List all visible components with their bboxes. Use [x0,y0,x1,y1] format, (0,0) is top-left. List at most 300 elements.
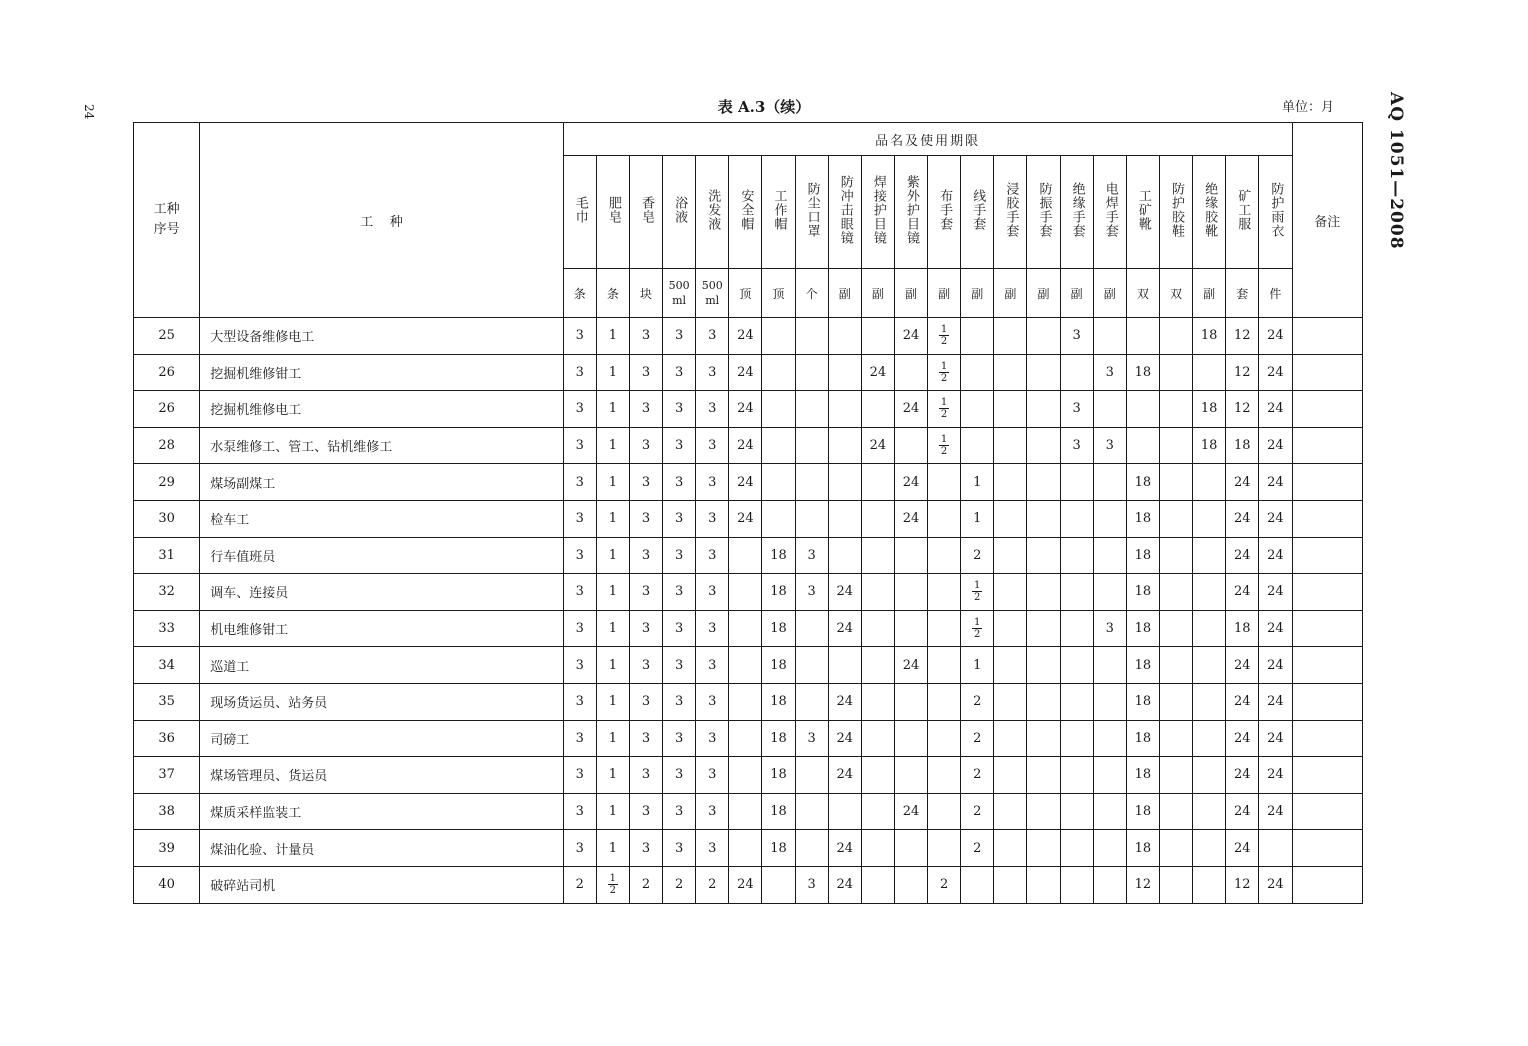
header-unit: 件 [1259,269,1292,318]
value-cell: 3 [795,720,828,757]
value-cell [1159,464,1192,501]
value-cell: 18 [762,647,795,684]
value-cell [1193,610,1226,647]
value-cell: 2 [961,830,994,867]
value-cell [1027,866,1060,903]
header-seq-text: 工种序号 [153,202,180,237]
remark-cell [1292,793,1362,830]
seq-cell: 34 [134,647,200,684]
value-cell [961,354,994,391]
header-unit: 副 [1060,269,1093,318]
value-cell: 18 [1226,610,1259,647]
value-cell [1027,391,1060,428]
value-cell [961,610,994,647]
value-cell: 3 [563,464,596,501]
value-cell: 3 [663,793,696,830]
value-cell: 2 [696,866,729,903]
header-item-name: 香皂 [638,196,654,224]
header-remark: 备注 [1292,123,1362,318]
job-name-cell: 挖掘机维修电工 [200,391,563,428]
table-row [134,537,1363,574]
remark-cell [1292,391,1362,428]
value-cell: 24 [1259,720,1292,757]
header-item [1226,156,1259,269]
value-cell [1060,793,1093,830]
value-cell: 12 [1226,866,1259,903]
header-unit: 副 [861,269,894,318]
value-cell: 24 [861,354,894,391]
value-cell: 3 [663,464,696,501]
value-cell [894,683,927,720]
value-cell [1193,866,1226,903]
remark-cell [1292,318,1362,355]
seq-cell: 40 [134,866,200,903]
value-cell [1159,610,1192,647]
value-cell [928,683,961,720]
header-item [1060,156,1093,269]
value-cell: 2 [928,866,961,903]
value-cell [994,354,1027,391]
value-cell [795,464,828,501]
value-cell [894,537,927,574]
value-cell: 24 [894,318,927,355]
value-cell [795,793,828,830]
value-cell: 3 [629,574,662,611]
value-cell: 3 [563,574,596,611]
job-name-cell: 现场货运员、站务员 [200,683,563,720]
seq-cell: 38 [134,793,200,830]
value-cell: 3 [629,464,662,501]
value-cell [1159,830,1192,867]
value-cell: 24 [1259,866,1292,903]
value-cell [861,537,894,574]
header-item [1193,156,1226,269]
job-name-cell: 挖掘机维修钳工 [200,354,563,391]
value-cell [1093,830,1126,867]
job-name-cell: 水泵维修工、管工、钻机维修工 [200,427,563,464]
header-item [696,156,729,269]
value-cell: 3 [629,354,662,391]
value-cell: 1 [596,427,629,464]
value-cell: 24 [1259,427,1292,464]
value-cell [1060,500,1093,537]
fraction: $\frac{1}{2}$ [974,617,981,641]
header-unit: 副 [994,269,1027,318]
value-cell [1159,391,1192,428]
table-row [134,427,1363,464]
value-cell [994,647,1027,684]
header-unit: 条 [596,269,629,318]
value-cell [1093,793,1126,830]
value-cell [762,500,795,537]
value-cell [1027,464,1060,501]
value-cell [729,647,762,684]
value-cell: 1 [961,464,994,501]
value-cell: 18 [1126,354,1159,391]
value-cell: 12 [1226,354,1259,391]
value-cell: 3 [629,427,662,464]
header-item-name: 防尘口罩 [804,182,820,238]
value-cell [861,683,894,720]
seq-cell: 39 [134,830,200,867]
value-cell [928,537,961,574]
value-cell [828,318,861,355]
value-cell [994,427,1027,464]
table-row [134,647,1363,684]
table-row [134,354,1363,391]
value-cell: 24 [1226,757,1259,794]
value-cell: 18 [1126,464,1159,501]
job-name-cell: 检车工 [200,500,563,537]
header-job: 工 种 [200,123,563,318]
value-cell [1126,427,1159,464]
value-cell: 1 [596,793,629,830]
header-item [663,156,696,269]
value-cell: 3 [563,354,596,391]
value-cell: 3 [795,537,828,574]
header-item-name: 布手套 [937,189,953,231]
value-cell: 24 [729,354,762,391]
value-cell: 3 [696,720,729,757]
value-cell [828,391,861,428]
value-cell: 24 [1226,793,1259,830]
value-cell [1159,427,1192,464]
value-cell: 3 [1093,354,1126,391]
value-cell: 3 [696,464,729,501]
value-cell: 3 [1060,427,1093,464]
remark-cell [1292,866,1362,903]
value-cell: 24 [1259,354,1292,391]
header-unit: 顶 [762,269,795,318]
value-cell [1159,354,1192,391]
header-unit: 副 [1093,269,1126,318]
value-cell: 3 [663,757,696,794]
value-cell: 3 [563,647,596,684]
value-cell [928,830,961,867]
value-cell: 3 [663,391,696,428]
value-cell [1193,683,1226,720]
value-cell: 2 [961,757,994,794]
value-cell [828,500,861,537]
value-cell: 3 [629,830,662,867]
value-cell [861,757,894,794]
value-cell [1159,574,1192,611]
value-cell: 3 [696,537,729,574]
value-cell: 18 [1126,500,1159,537]
value-cell [861,793,894,830]
value-cell: 3 [696,683,729,720]
value-cell: 24 [861,427,894,464]
value-cell [795,391,828,428]
job-name-cell: 司磅工 [200,720,563,757]
value-cell [894,427,927,464]
header-item-name: 防护胶鞋 [1168,182,1184,238]
value-cell [994,537,1027,574]
value-cell [928,647,961,684]
value-cell: 3 [696,757,729,794]
remark-cell [1292,464,1362,501]
value-cell [994,464,1027,501]
value-cell: 1 [961,500,994,537]
value-cell [828,427,861,464]
value-cell [828,647,861,684]
value-cell: 3 [1060,318,1093,355]
value-cell [828,354,861,391]
value-cell: 18 [762,537,795,574]
value-cell: 3 [563,720,596,757]
value-cell: 3 [663,574,696,611]
remark-cell [1292,500,1362,537]
header-item [563,156,596,269]
value-cell [894,757,927,794]
value-cell: 24 [894,647,927,684]
value-cell: 24 [1259,500,1292,537]
value-cell [795,500,828,537]
header-item [1093,156,1126,269]
value-cell: 2 [629,866,662,903]
value-cell [729,683,762,720]
value-cell: 3 [629,757,662,794]
value-cell: 18 [1126,793,1159,830]
job-name-cell: 煤场管理员、货运员 [200,757,563,794]
header-unit: 顶 [729,269,762,318]
value-cell: 24 [729,318,762,355]
value-cell: 24 [1226,647,1259,684]
value-cell: 18 [1226,427,1259,464]
value-cell: 3 [629,500,662,537]
remark-cell [1292,574,1362,611]
value-cell: 3 [795,866,828,903]
header-item [596,156,629,269]
value-cell: 18 [762,574,795,611]
value-cell: 1 [596,391,629,428]
value-cell [1159,318,1192,355]
value-cell [928,574,961,611]
table-title: 表 A.3（续） [717,98,811,116]
value-cell [861,647,894,684]
value-cell: 3 [563,500,596,537]
value-cell [729,720,762,757]
value-cell: 3 [563,683,596,720]
value-cell: 24 [828,574,861,611]
value-cell: 3 [663,318,696,355]
seq-cell: 26 [134,354,200,391]
value-cell: 24 [729,427,762,464]
job-name-cell: 煤场副煤工 [200,464,563,501]
header-unit: 副 [828,269,861,318]
value-cell: 3 [696,793,729,830]
value-cell [795,647,828,684]
value-cell: 3 [563,793,596,830]
value-cell [1027,610,1060,647]
value-cell [928,354,961,391]
header-unit: 副 [894,269,927,318]
header-item-name: 绝缘手套 [1069,182,1085,238]
header-unit: 500 ml [663,269,696,318]
value-cell: 3 [663,683,696,720]
value-cell: 1 [596,500,629,537]
remark-cell [1292,830,1362,867]
value-cell [1093,683,1126,720]
value-cell [762,318,795,355]
value-cell [994,720,1027,757]
value-cell: 24 [828,720,861,757]
value-cell [729,757,762,794]
value-cell [795,683,828,720]
seq-cell: 25 [134,318,200,355]
header-unit: 个 [795,269,828,318]
value-cell: 3 [696,830,729,867]
header-item [629,156,662,269]
value-cell: 1 [596,318,629,355]
value-cell [1060,464,1093,501]
value-cell: 12 [1226,318,1259,355]
value-cell [795,318,828,355]
value-cell [961,574,994,611]
value-cell [1093,720,1126,757]
value-cell [1093,391,1126,428]
seq-cell: 35 [134,683,200,720]
value-cell: 3 [663,427,696,464]
value-cell [1027,574,1060,611]
value-cell [861,866,894,903]
value-cell: 24 [1259,793,1292,830]
value-cell: 3 [563,391,596,428]
value-cell [1193,464,1226,501]
remark-cell [1292,537,1362,574]
table-row [134,830,1363,867]
value-cell [1027,757,1060,794]
value-cell [762,391,795,428]
value-cell [1193,757,1226,794]
value-cell: 24 [1226,464,1259,501]
header-unit: 副 [1027,269,1060,318]
header-unit: 双 [1159,269,1192,318]
fraction: $\frac{1}{2}$ [609,873,617,897]
value-cell: 24 [729,391,762,428]
header-item [1126,156,1159,269]
value-cell: 24 [828,757,861,794]
value-cell: 24 [1259,574,1292,611]
value-cell: 3 [1093,610,1126,647]
header-item-name: 焊接护目镜 [870,175,886,245]
job-name-cell: 行车值班员 [200,537,563,574]
header-item-name: 防冲击眼镜 [837,175,853,245]
remark-cell [1292,354,1362,391]
value-cell [1027,354,1060,391]
page-number: 24 [82,104,96,120]
value-cell: 24 [729,500,762,537]
value-cell: 1 [596,537,629,574]
value-cell: 24 [1226,500,1259,537]
standard-code: AQ 1051—2008 [1386,92,1406,250]
header-unit: 副 [1193,269,1226,318]
value-cell: 18 [1126,647,1159,684]
value-cell [894,354,927,391]
value-cell [1159,793,1192,830]
table-row [134,500,1363,537]
seq-cell: 37 [134,757,200,794]
value-cell [1027,318,1060,355]
header-item-name: 电焊手套 [1102,182,1118,238]
value-cell: 2 [961,683,994,720]
value-cell [1159,683,1192,720]
header-item [729,156,762,269]
value-cell [1060,354,1093,391]
value-cell [861,720,894,757]
value-cell [1093,757,1126,794]
value-cell [961,427,994,464]
value-cell [861,574,894,611]
header-unit: 套 [1226,269,1259,318]
value-cell [1060,757,1093,794]
value-cell [1027,793,1060,830]
value-cell [994,866,1027,903]
value-cell [1093,500,1126,537]
value-cell: 24 [894,500,927,537]
value-cell [994,610,1027,647]
value-cell [762,464,795,501]
value-cell [928,391,961,428]
value-cell: 18 [762,793,795,830]
value-cell: 2 [663,866,696,903]
value-cell [928,427,961,464]
value-cell: 1 [596,683,629,720]
remark-cell [1292,720,1362,757]
value-cell: 3 [629,391,662,428]
value-cell [994,793,1027,830]
remark-cell [1292,683,1362,720]
value-cell: 1 [596,757,629,794]
header-item-name: 毛巾 [572,196,588,224]
value-cell [861,500,894,537]
value-cell: 18 [1126,537,1159,574]
value-cell: 3 [629,647,662,684]
value-cell [729,574,762,611]
value-cell [828,464,861,501]
value-cell [1093,464,1126,501]
value-cell: 3 [563,757,596,794]
value-cell: 24 [1259,757,1292,794]
value-cell: 3 [629,683,662,720]
value-cell [1193,793,1226,830]
value-cell [1126,318,1159,355]
header-unit: 块 [629,269,662,318]
table-row [134,757,1363,794]
value-cell [1027,683,1060,720]
value-cell [894,574,927,611]
fraction: $\frac{1}{2}$ [940,434,948,458]
value-cell: 18 [1126,757,1159,794]
fraction: $\frac{1}{2}$ [940,324,948,348]
header-seq [134,123,200,318]
value-cell [1060,830,1093,867]
value-cell: 18 [762,720,795,757]
value-cell [1060,610,1093,647]
header-unit: 500 ml [696,269,729,318]
value-cell: 3 [696,574,729,611]
value-cell: 24 [828,610,861,647]
value-cell: 3 [696,500,729,537]
value-cell [928,500,961,537]
value-cell [1027,500,1060,537]
value-cell [729,793,762,830]
value-cell [928,793,961,830]
table-row [134,391,1363,428]
header-item [795,156,828,269]
job-name-cell: 巡道工 [200,647,563,684]
seq-cell: 36 [134,720,200,757]
